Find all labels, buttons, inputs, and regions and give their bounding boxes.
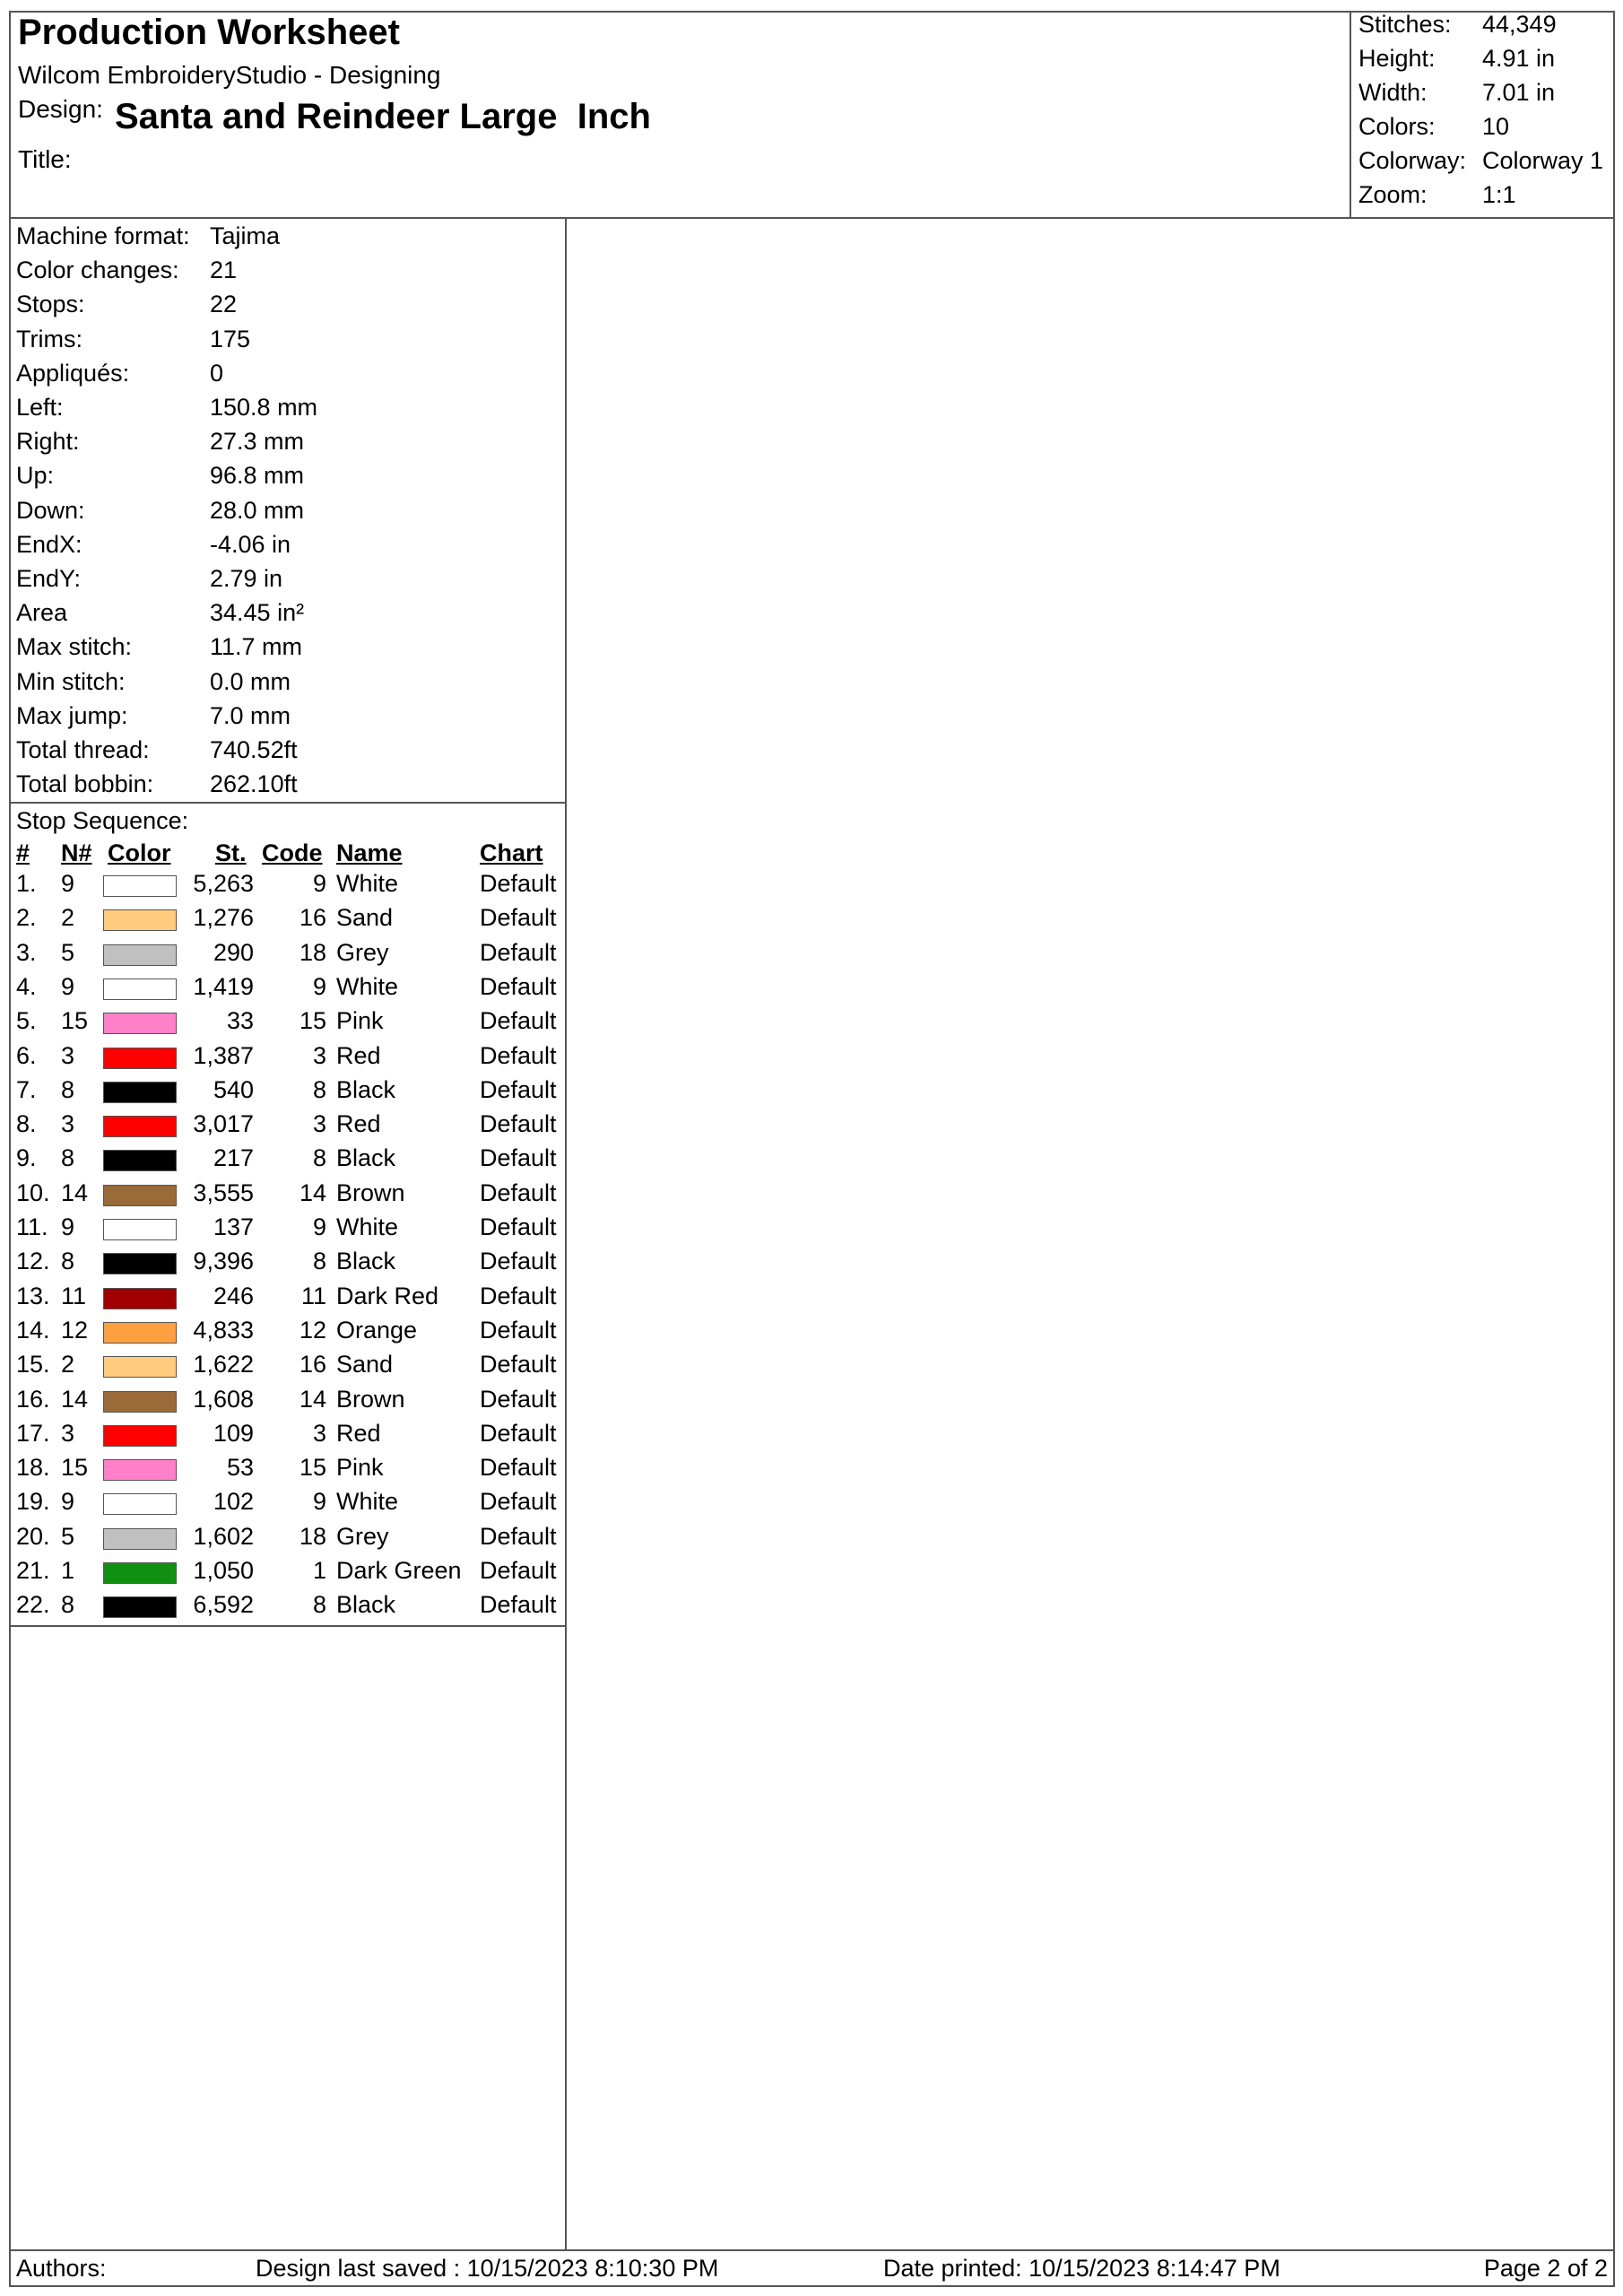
stitch-count: 102: [213, 1488, 254, 1516]
needle-number: 12: [61, 1316, 89, 1344]
info-value: 175: [210, 325, 251, 352]
color-code: 9: [312, 1213, 326, 1240]
color-name: White: [336, 1488, 399, 1516]
color-chart: Default: [480, 1385, 557, 1413]
color-name: Brown: [336, 1385, 405, 1413]
title-label: Title:: [18, 145, 72, 173]
stitch-count: 246: [213, 1282, 254, 1309]
color-chart: Default: [480, 1110, 557, 1138]
stitch-count: 53: [226, 1454, 254, 1482]
color-swatch: [103, 1253, 177, 1274]
info-value: 7.0 mm: [210, 701, 291, 729]
table-row: [9, 1488, 565, 1522]
row-index: 18.: [16, 1454, 50, 1482]
info-key: Area: [16, 599, 68, 627]
table-row: [9, 1591, 565, 1625]
needle-number: 9: [61, 1213, 75, 1240]
date-printed: Date printed: 10/15/2023 8:14:47 PM: [883, 2255, 1280, 2282]
info-value: 150.8 mm: [210, 394, 318, 421]
color-code: 3: [312, 1110, 326, 1138]
stitch-count: 1,608: [193, 1385, 254, 1413]
color-name: Red: [336, 1110, 381, 1138]
color-code: 16: [299, 904, 326, 932]
color-chart: Default: [480, 972, 557, 1000]
stitch-count: 1,387: [193, 1041, 254, 1069]
row-index: 8.: [16, 1110, 37, 1138]
needle-number: 8: [61, 1248, 75, 1275]
needle-number: 5: [61, 1522, 75, 1550]
last-saved: Design last saved : 10/15/2023 8:10:30 PM: [256, 2255, 719, 2282]
color-chart: Default: [480, 1248, 557, 1275]
color-chart: Default: [480, 1041, 557, 1069]
needle-number: 15: [61, 1007, 89, 1035]
row-index: 12.: [16, 1248, 50, 1275]
table-row: [9, 1007, 565, 1041]
stitch-count: 3,017: [193, 1110, 254, 1138]
color-name: Black: [336, 1248, 396, 1275]
color-name: Brown: [336, 1178, 405, 1206]
color-swatch: [103, 1082, 177, 1103]
info-value: 96.8 mm: [210, 462, 305, 490]
row-index: 21.: [16, 1557, 50, 1584]
row-index: 6.: [16, 1041, 37, 1069]
col-header-color: Color: [108, 839, 171, 866]
table-row: [9, 1523, 565, 1557]
stitch-count: 217: [213, 1144, 254, 1172]
row-index: 4.: [16, 972, 37, 1000]
needle-number: 2: [61, 904, 75, 932]
info-value: 0.0 mm: [210, 667, 291, 695]
info-value: 21: [210, 257, 238, 284]
color-swatch: [103, 978, 177, 1000]
info-key: Total thread:: [16, 736, 150, 763]
color-swatch: [103, 1356, 177, 1378]
needle-number: 9: [61, 972, 75, 1000]
color-chart: Default: [480, 1419, 557, 1447]
color-code: 3: [312, 1419, 326, 1447]
needle-number: 2: [61, 1351, 75, 1378]
info-value: 262.10ft: [210, 770, 298, 798]
color-name: Red: [336, 1041, 381, 1069]
table-row: [9, 1351, 565, 1385]
table-row: [9, 1283, 565, 1317]
color-code: 18: [299, 938, 326, 966]
info-key: Min stitch:: [16, 667, 126, 695]
color-code: 14: [299, 1385, 326, 1413]
color-code: 8: [312, 1144, 326, 1172]
color-code: 9: [312, 972, 326, 1000]
color-name: Sand: [336, 904, 394, 932]
color-name: Grey: [336, 1522, 389, 1550]
row-index: 19.: [16, 1488, 50, 1516]
color-code: 1: [312, 1557, 326, 1584]
color-code: 8: [312, 1075, 326, 1103]
color-swatch: [103, 1391, 177, 1413]
color-code: 16: [299, 1351, 326, 1378]
col-header-chart: Chart: [480, 839, 543, 866]
row-index: 1.: [16, 870, 37, 897]
info-value: 740.52ft: [210, 736, 298, 763]
color-name: Red: [336, 1419, 381, 1447]
design-stats-panel: Stitches: 44,349 Height: 4.91 in Width: 7.01 in Colors: 10 Colorway: Colorway 1 Zoom: 1:1: [1350, 11, 1615, 217]
color-code: 15: [299, 1007, 326, 1035]
color-code: 18: [299, 1522, 326, 1550]
color-chart: Default: [480, 1591, 557, 1619]
color-chart: Default: [480, 1282, 557, 1309]
table-row: [9, 973, 565, 1007]
color-code: 8: [312, 1248, 326, 1275]
needle-number: 15: [61, 1454, 89, 1482]
color-code: 9: [312, 1488, 326, 1516]
table-row: [9, 1179, 565, 1213]
color-name: Orange: [336, 1316, 418, 1344]
stitch-count: 1,602: [193, 1522, 254, 1550]
needle-number: 5: [61, 938, 75, 966]
needle-number: 3: [61, 1110, 75, 1138]
stitch-count: 1,276: [193, 904, 254, 932]
details-panel: [9, 219, 567, 2249]
table-row: [9, 1042, 565, 1076]
row-index: 15.: [16, 1351, 50, 1378]
color-name: Dark Green: [336, 1557, 462, 1584]
color-swatch: [103, 1048, 177, 1069]
stitch-count: 290: [213, 938, 254, 966]
color-name: Black: [336, 1591, 396, 1619]
color-code: 3: [312, 1041, 326, 1069]
info-key: Trims:: [16, 325, 82, 352]
app-subtitle: Wilcom EmbroideryStudio - Designing: [18, 61, 441, 89]
info-key: Max jump:: [16, 701, 128, 729]
col-header-index: #: [16, 839, 30, 866]
needle-number: 14: [61, 1178, 89, 1206]
color-swatch: [103, 1493, 177, 1515]
design-label: Design:: [18, 95, 103, 123]
table-row: [9, 1144, 565, 1178]
divider: [9, 1625, 565, 1627]
info-key: Machine format:: [16, 222, 190, 249]
color-swatch: [103, 1562, 177, 1584]
table-row: [9, 1110, 565, 1144]
color-code: 9: [312, 870, 326, 897]
color-swatch: [103, 1288, 177, 1309]
info-key: EndY:: [16, 565, 82, 592]
row-index: 9.: [16, 1144, 37, 1172]
needle-number: 3: [61, 1419, 75, 1447]
color-name: Dark Red: [336, 1282, 439, 1309]
color-code: 14: [299, 1178, 326, 1206]
color-chart: Default: [480, 1178, 557, 1206]
table-row: [9, 1076, 565, 1110]
info-value: 0: [210, 359, 224, 387]
color-swatch: [103, 1185, 177, 1206]
color-chart: Default: [480, 1007, 557, 1035]
col-header-code: Code: [262, 839, 323, 866]
stitch-count: 5,263: [193, 870, 254, 897]
needle-number: 14: [61, 1385, 89, 1413]
color-swatch: [103, 1425, 177, 1447]
color-swatch: [103, 944, 177, 966]
color-swatch: [103, 1596, 177, 1618]
row-index: 20.: [16, 1522, 50, 1550]
table-row: [9, 1557, 565, 1591]
color-name: Pink: [336, 1007, 384, 1035]
stitch-count: 137: [213, 1213, 254, 1240]
needle-number: 8: [61, 1075, 75, 1103]
col-header-needle: N#: [61, 839, 92, 866]
color-chart: Default: [480, 1316, 557, 1344]
color-name: Black: [336, 1075, 396, 1103]
info-value: 28.0 mm: [210, 496, 305, 524]
stitch-count: 109: [213, 1419, 254, 1447]
info-value: 11.7 mm: [210, 633, 303, 661]
info-value: 2.79 in: [210, 565, 283, 592]
table-row: [9, 904, 565, 938]
col-header-name: Name: [336, 839, 403, 866]
info-value: -4.06 in: [210, 530, 291, 558]
needle-number: 3: [61, 1041, 75, 1069]
color-code: 8: [312, 1591, 326, 1619]
color-swatch: [103, 875, 177, 897]
needle-number: 8: [61, 1591, 75, 1619]
info-key: Stops:: [16, 291, 85, 318]
color-chart: Default: [480, 938, 557, 966]
info-value: 34.45 in²: [210, 599, 305, 627]
color-chart: Default: [480, 1454, 557, 1482]
row-index: 17.: [16, 1419, 50, 1447]
stitch-count: 1,622: [193, 1351, 254, 1378]
needle-number: 8: [61, 1144, 75, 1172]
row-index: 5.: [16, 1007, 37, 1035]
stitch-count: 3,555: [193, 1178, 254, 1206]
color-chart: Default: [480, 1351, 557, 1378]
design-name: Santa and Reindeer Large Inch: [115, 97, 651, 136]
color-code: 15: [299, 1454, 326, 1482]
stitch-count: 4,833: [193, 1316, 254, 1344]
stitch-count: 9,396: [193, 1248, 254, 1275]
color-name: Black: [336, 1144, 396, 1172]
info-key: Appliqués:: [16, 359, 130, 387]
info-value: 27.3 mm: [210, 428, 305, 456]
color-swatch: [103, 1150, 177, 1171]
color-swatch: [103, 1013, 177, 1034]
info-key: Color changes:: [16, 257, 179, 284]
stitch-count: 540: [213, 1075, 254, 1103]
color-chart: Default: [480, 1213, 557, 1240]
needle-number: 1: [61, 1557, 75, 1584]
info-key: EndX:: [16, 530, 82, 558]
needle-number: 9: [61, 870, 75, 897]
col-header-stitches: St.: [215, 839, 247, 866]
info-key: Right:: [16, 428, 80, 456]
table-row: [9, 1317, 565, 1351]
table-row: [9, 1454, 565, 1488]
stitch-count: 6,592: [193, 1591, 254, 1619]
stitch-count: 1,050: [193, 1557, 254, 1584]
needle-number: 9: [61, 1488, 75, 1516]
row-index: 16.: [16, 1385, 50, 1413]
row-index: 3.: [16, 938, 37, 966]
color-name: White: [336, 870, 399, 897]
color-name: Pink: [336, 1454, 384, 1482]
color-chart: Default: [480, 1144, 557, 1172]
info-value: Tajima: [210, 222, 281, 249]
divider: [9, 802, 565, 804]
page-title: Production Worksheet: [18, 13, 400, 52]
color-chart: Default: [480, 1075, 557, 1103]
row-index: 13.: [16, 1282, 50, 1309]
worksheet-header: [9, 11, 1615, 219]
stitch-count: 1,419: [193, 972, 254, 1000]
color-swatch: [103, 1116, 177, 1137]
table-row: [9, 1213, 565, 1248]
table-row: [9, 1386, 565, 1420]
row-index: 14.: [16, 1316, 50, 1344]
row-index: 10.: [16, 1178, 50, 1206]
worksheet-footer: [9, 2249, 1615, 2287]
info-key: Total bobbin:: [16, 770, 154, 798]
info-key: Left:: [16, 394, 64, 421]
color-code: 12: [299, 1316, 326, 1344]
row-index: 7.: [16, 1075, 37, 1103]
color-swatch: [103, 1459, 177, 1481]
color-chart: Default: [480, 1557, 557, 1584]
color-name: White: [336, 972, 399, 1000]
table-row: [9, 1420, 565, 1454]
page-number: Page 2 of 2: [1483, 2255, 1608, 2282]
authors-label: Authors:: [16, 2255, 107, 2282]
info-key: Max stitch:: [16, 633, 133, 661]
row-index: 22.: [16, 1591, 50, 1619]
color-chart: Default: [480, 1522, 557, 1550]
color-code: 11: [300, 1282, 326, 1309]
color-name: White: [336, 1213, 399, 1240]
info-key: Down:: [16, 496, 85, 524]
info-value: 22: [210, 291, 238, 318]
color-name: Grey: [336, 938, 389, 966]
color-name: Sand: [336, 1351, 394, 1378]
table-row: [9, 939, 565, 973]
needle-number: 11: [61, 1282, 87, 1309]
stop-sequence-label: Stop Sequence:: [16, 807, 189, 834]
info-key: Up:: [16, 462, 55, 490]
table-row: [9, 870, 565, 904]
stitch-count: 33: [226, 1007, 254, 1035]
color-chart: Default: [480, 870, 557, 897]
table-row: [9, 1248, 565, 1282]
color-swatch: [103, 1219, 177, 1240]
color-chart: Default: [480, 904, 557, 932]
color-swatch: [103, 909, 177, 931]
color-swatch: [103, 1528, 177, 1550]
color-swatch: [103, 1322, 177, 1344]
row-index: 2.: [16, 904, 37, 932]
row-index: 11.: [16, 1213, 48, 1240]
color-chart: Default: [480, 1488, 557, 1516]
